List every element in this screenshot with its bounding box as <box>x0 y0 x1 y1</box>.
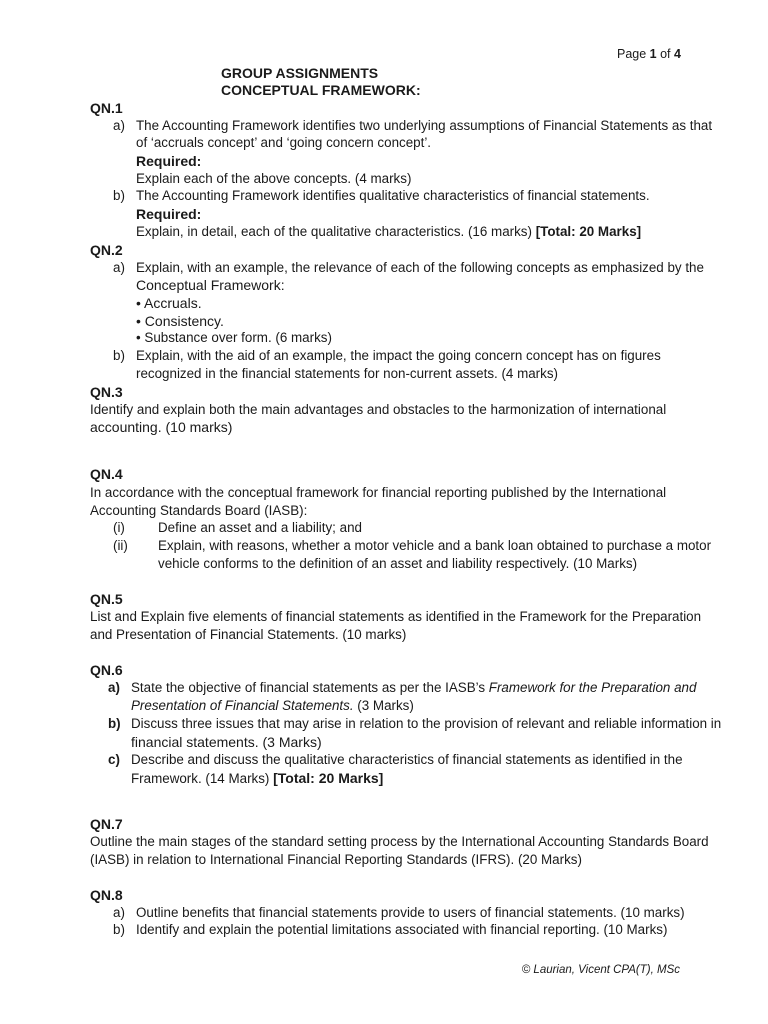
q1-a-line3: Explain each of the above concepts. (4 marks) <box>136 171 412 186</box>
q1-a-label: a) <box>113 118 125 133</box>
q1-b-required: Required: <box>136 206 202 222</box>
q7-line2: (IASB) in relation to International Financial Reporting Standards (IFRS). (20 Marks) <box>90 852 582 867</box>
question-1-heading: QN.1 <box>90 100 123 116</box>
page-total: 4 <box>674 47 681 61</box>
q1-b-line1: The Accounting Framework identifies qualitative characteristics of financial statements. <box>136 188 650 203</box>
question-5-heading: QN.5 <box>90 591 123 607</box>
q5-line1: List and Explain five elements of financial statements as identified in the Framework for the Preparation <box>90 609 702 624</box>
q6-c-line2 <box>131 769 383 788</box>
q7-line1: Outline the main stages of the standard setting process by the International Accounting Standards Board <box>90 834 709 849</box>
q6-a-label: a) <box>108 680 120 695</box>
q1-b-line2 <box>136 223 641 241</box>
q2-b-line1: Explain, with the aid of an example, the impact the going concern concept has on figures <box>136 348 661 363</box>
q6-c-line2-text: Framework. (14 Marks) <box>131 771 274 786</box>
q2-a-line1: Explain, with an example, the relevance of each of the following concepts as emphasized by the <box>136 260 704 275</box>
page-prefix: Page <box>617 47 650 61</box>
footer-credit: © Laurian, Vicent CPA(T), MSc <box>521 964 680 976</box>
q6-a-line2 <box>131 697 414 715</box>
q6-b-line2: financial statements. (3 Marks) <box>131 734 322 750</box>
page-number <box>617 47 681 61</box>
document-subtitle: CONCEPTUAL FRAMEWORK: <box>221 82 421 98</box>
q2-b-line2: recognized in the financial statements for non-current assets. (4 marks) <box>136 366 558 381</box>
q8-b-label: b) <box>113 922 125 937</box>
q4-ii-line1: Explain, with reasons, whether a motor vehicle and a bank loan obtained to purchase a motor <box>158 538 712 553</box>
q2-a-bullet-consistency: • Consistency. <box>136 313 224 329</box>
question-7-heading: QN.7 <box>90 816 123 832</box>
page-current: 1 <box>649 47 657 61</box>
q1-b-label: b) <box>113 188 125 203</box>
q4-line2: Accounting Standards Board (IASB): <box>90 503 308 518</box>
q6-c-label: c) <box>108 752 120 767</box>
q5-line2: and Presentation of Financial Statements. (10 marks) <box>90 627 407 642</box>
q2-a-label: a) <box>113 260 125 275</box>
q6-total: [Total: 20 Marks] <box>273 770 384 786</box>
q6-a-line2-italic: Presentation of Financial Statements. <box>131 698 354 713</box>
q2-b-label: b) <box>113 348 125 363</box>
q2-a-bullet-accruals: • Accruals. <box>136 295 202 311</box>
question-3-heading: QN.3 <box>90 384 123 400</box>
question-4-heading: QN.4 <box>90 466 123 482</box>
document-title: GROUP ASSIGNMENTS <box>221 65 379 81</box>
question-8-heading: QN.8 <box>90 887 123 903</box>
q4-ii-label: (ii) <box>113 538 128 553</box>
q6-a-line1-text: State the objective of financial statements as per the IASB’s <box>131 680 489 695</box>
q6-b-label: b) <box>108 716 121 731</box>
q2-a-bullet-substance: • Substance over form. (6 marks) <box>136 330 332 345</box>
q1-total: [Total: 20 Marks] <box>535 224 642 239</box>
question-6-heading: QN.6 <box>90 662 123 678</box>
q1-a-line1: The Accounting Framework identifies two underlying assumptions of Financial Statements as that <box>136 118 713 133</box>
q6-a-line1-italic: Framework for the Preparation and <box>488 680 697 695</box>
q6-b-line1: Discuss three issues that may arise in relation to the provision of relevant and reliable information in <box>131 716 722 731</box>
q3-line2: accounting. (10 marks) <box>90 419 233 435</box>
page-of: of <box>656 47 674 61</box>
q6-a-line1 <box>131 679 696 697</box>
q3-line1: Identify and explain both the main advantages and obstacles to the harmonization of international <box>90 402 667 417</box>
q2-a-line2: Conceptual Framework: <box>136 277 285 293</box>
q4-i-text: Define an asset and a liability; and <box>158 520 362 535</box>
q1-a-line2: of ‘accruals concept’ and ‘going concern concept’. <box>136 135 432 150</box>
q4-line1: In accordance with the conceptual framework for financial reporting published by the International <box>90 485 667 500</box>
question-2-heading: QN.2 <box>90 242 123 258</box>
q1-a-required: Required: <box>136 153 202 169</box>
q4-i-label: (i) <box>113 520 125 535</box>
q8-b-line1: Identify and explain the potential limitations associated with financial reporting. (10 Marks) <box>136 922 668 937</box>
q8-a-label: a) <box>113 905 125 920</box>
q4-ii-line2: vehicle conforms to the definition of an asset and liability respectively. (10 Marks) <box>158 556 638 571</box>
q6-c-line1: Describe and discuss the qualitative characteristics of financial statements as identified in the <box>131 752 683 767</box>
q6-a-line2-text: (3 Marks) <box>353 698 414 713</box>
q1-b-line2-text: Explain, in detail, each of the qualitative characteristics. (16 marks) <box>136 224 536 239</box>
q8-a-line1: Outline benefits that financial statements provide to users of financial statements. (10 marks) <box>136 905 685 920</box>
